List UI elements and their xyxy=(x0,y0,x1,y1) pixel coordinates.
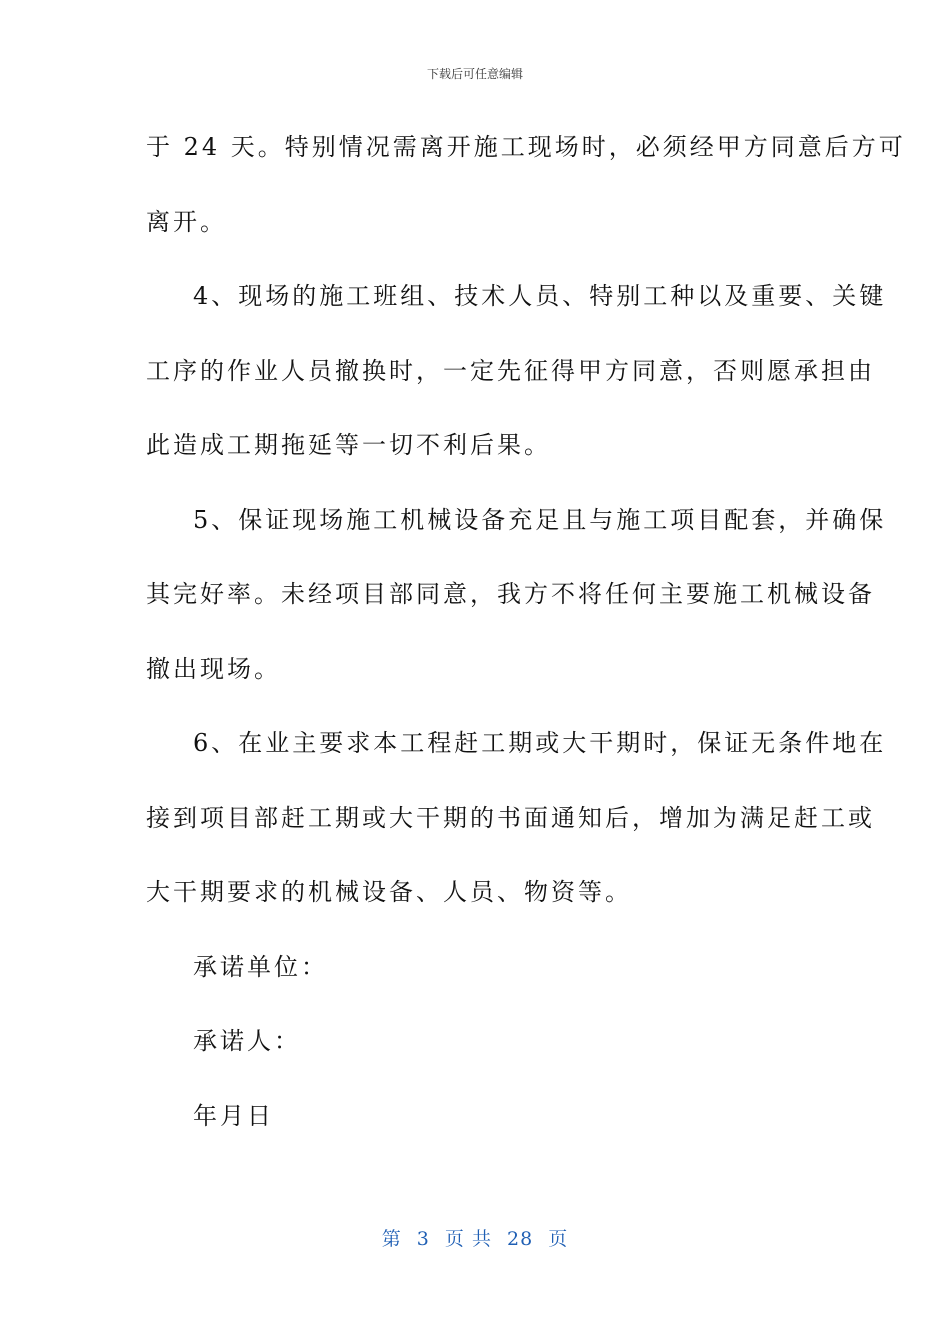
footer-suffix: 页 xyxy=(548,1228,569,1250)
body-line: 大干期要求的机械设备、人员、物资等。 xyxy=(146,878,632,906)
footer-total-pages: 28 xyxy=(507,1228,534,1250)
body-line: 离开。 xyxy=(146,207,227,236)
signing-unit-label: 承诺单位： xyxy=(193,952,328,981)
date-label: 年月日 xyxy=(193,1101,274,1130)
body-line: 工序的作业人员撤换时，一定先征得甲方同意，否则愿承担由 xyxy=(146,356,875,385)
page-footer xyxy=(0,1226,950,1252)
footer-current-page: 3 xyxy=(416,1228,430,1250)
body-line: 其完好率。未经项目部同意，我方不将任何主要施工机械设备 xyxy=(146,580,875,608)
document-body xyxy=(146,110,906,1153)
body-line: 撤出现场。 xyxy=(146,654,281,683)
body-line: 此造成工期拖延等一切不利后果。 xyxy=(146,431,551,459)
footer-middle: 页 共 xyxy=(444,1228,492,1250)
footer-prefix: 第 xyxy=(381,1228,402,1250)
clause-6-start: 6、在业主要求本工程赶工期或大干期时，保证无条件地在 xyxy=(193,729,887,757)
clause-5-start: 5、保证现场施工机械设备充足且与施工项目配套，并确保 xyxy=(193,505,887,534)
page-header: 下载后可任意编辑 xyxy=(426,67,523,81)
body-line: 接到项目部赶工期或大干期的书面通知后，增加为满足赶工或 xyxy=(146,803,875,832)
clause-4-start: 4、现场的施工班组、技术人员、特别工种以及重要、关键 xyxy=(193,282,887,310)
body-line: 于 24 天。特别情况需离开施工现场时，必须经甲方同意后方可 xyxy=(146,133,906,161)
signatory-label: 承诺人： xyxy=(193,1027,301,1055)
